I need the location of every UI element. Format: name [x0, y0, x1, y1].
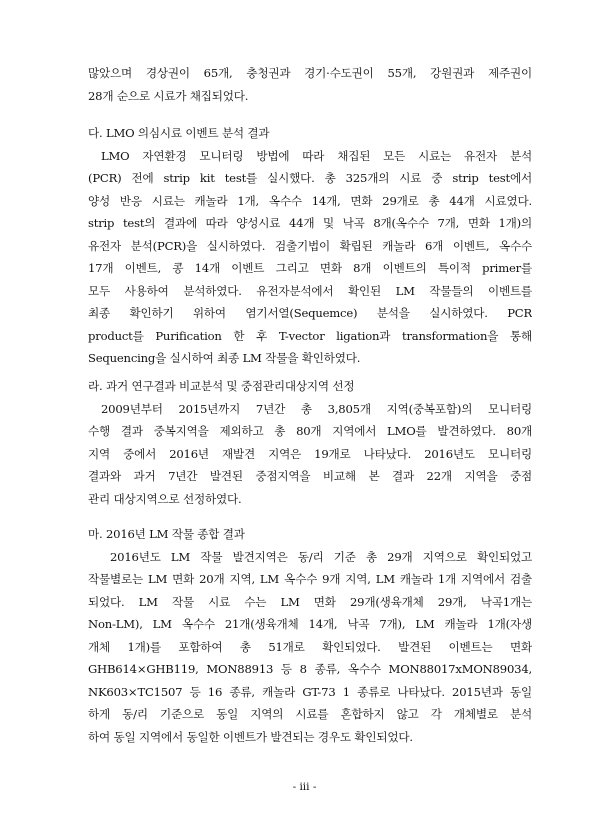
text-line: 개체 1개)를 포함하여 총 51개로 확인되었다. 발견된 이벤트는 면화 [88, 639, 532, 654]
text-line: strip test의 결과에 따라 양성시료 44개 및 낙곡 8개(옥수수 7개, 면화 1개)의 [88, 216, 532, 230]
text-line: 작물별로는 LM 면화 20개 지역, LM 옥수수 9개 지역, LM 캐놀라 1개 지역에서 검출 [88, 572, 532, 586]
section-heading: 다. LMO 의심시료 이벤트 분석 결과 [88, 126, 270, 140]
text-line: 많았으며 경상권이 65개, 충청권과 경기·수도권이 55개, 강원권과 제주권이 [88, 66, 532, 80]
text-line: (PCR) 전에 strip kit test를 실시했다. 총 325개의 시료 중 strip test에서 [88, 171, 532, 185]
section-da [88, 122, 532, 370]
text-line: 유전자 분석(PCR)을 실시하였다. 검출기법이 확립된 캐놀라 6개 이벤트, 옥수수 [88, 238, 532, 253]
text-line: 2009년부터 2015년까지 7년간 총 3,805개 지역(중복포함)의 모니터링 [101, 401, 532, 416]
text-line: 2016년도 LM 작물 발견지역은 동/리 기준 총 29개 지역으로 확인되었고 [110, 549, 532, 564]
page-number: - iii - [292, 781, 317, 793]
text-line: GHB614×GHB119, MON88913 등 8 종류, 옥수수 MON88017xMON89034, [88, 662, 532, 676]
text-line: 결과와 과거 7년간 발견된 중점지역을 비교해 본 결과 22개 지역을 중점 [88, 469, 532, 483]
text-line: Non-LM), LM 옥수수 21개(생육개체 14개, 낙곡 7개), LM 캐놀라 1개(자생 [88, 617, 532, 631]
section-ra [88, 375, 532, 510]
text-line: Sequencing을 실시하여 최종 LM 작물을 확인하였다. [88, 351, 361, 365]
text-line: product를 Purification 한 후 T-vector ligation과 transformation을 통해 [88, 328, 532, 343]
text-line: 수행 결과 중복지역을 제외하고 총 80개 지역에서 LMO를 발견하였다. 80개 [88, 424, 532, 438]
section-heading: 마. 2016년 LM 작물 종합 결과 [88, 527, 245, 541]
text-line: LMO 자연환경 모니터링 방법에 따라 채집된 모든 시료는 유전자 분석 [101, 148, 532, 163]
intro-paragraph [88, 62, 532, 107]
section-ma [88, 523, 532, 748]
text-line: 모두 사용하여 분석하였다. 유전자분석에서 확인된 LM 작물들의 이벤트를 [88, 283, 532, 298]
text-line: 최종 확인하기 위하여 염기서열(Sequemce) 분석을 실시하였다. PCR [88, 306, 532, 320]
text-line: 관리 대상지역으로 선정하였다. [88, 491, 242, 506]
section-heading: 라. 과거 연구결과 비교분석 및 중점관리대상지역 선정 [88, 379, 355, 393]
text-line: 되었다. LM 작물 시료 수는 LM 면화 29개(생육개체 29개, 낙곡1개는 [88, 594, 532, 609]
text-line: 17개 이벤트, 콩 14개 이벤트 그리고 면화 8개 이벤트의 특이적 primer를 [88, 261, 532, 275]
text-line: 하여 동일 지역에서 동일한 이벤트가 발견되는 경우도 확인되었다. [88, 729, 413, 744]
text-line: 28개 순으로 시료가 채집되었다. [88, 88, 249, 103]
text-line: 지역 중에서 2016년 재발견 지역은 19개로 나타났다. 2016년도 모니터링 [88, 446, 532, 461]
text-line: 양성 반응 시료는 캐놀라 1개, 옥수수 14개, 면화 29개로 총 44개 시료였다. [88, 193, 532, 208]
text-line: 하게 동/리 기준으로 동일 지역의 시료를 혼합하지 않고 각 개체별로 분석 [88, 707, 532, 721]
text-line: NK603×TC1507 등 16 종류, 캐놀라 GT-73 1 종류로 나타났다. 2015년과 동일 [88, 684, 532, 699]
